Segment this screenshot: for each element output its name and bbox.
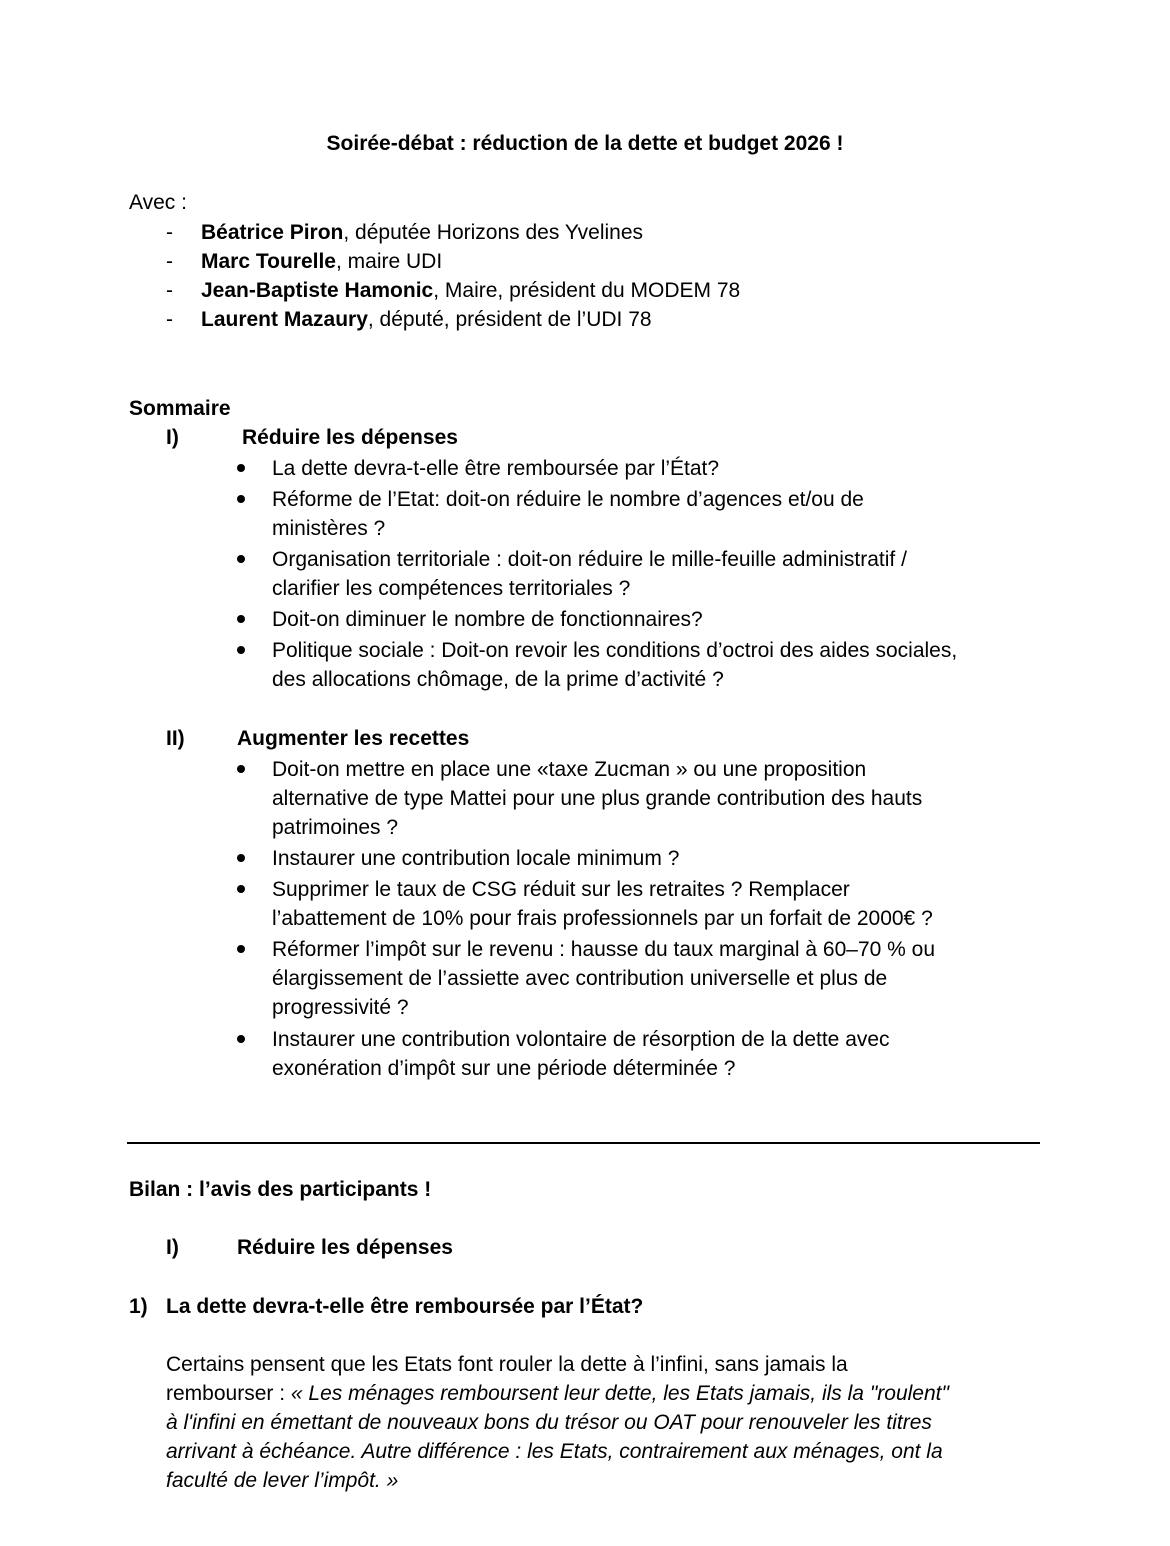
list-dash: - xyxy=(166,279,173,302)
bullet-dot xyxy=(237,765,245,773)
speaker-role: , Maire, président du MODEM 78 xyxy=(433,279,741,302)
quote-text: « Les ménages remboursent leur dette, les Etats jamais, ils la "roulent" xyxy=(290,1382,949,1405)
paragraph-line: Certains pensent que les Etats font rouler la dette à l’infini, sans jamais la xyxy=(166,1353,848,1376)
list-item: Réforme de l’Etat: doit-on réduire le nombre d’agences et/ou de xyxy=(272,488,864,511)
list-item: Instaurer une contribution volontaire de résorption de la dette avec xyxy=(272,1028,890,1051)
bullet-dot xyxy=(237,945,245,953)
bullet-dot xyxy=(237,1035,245,1043)
section-numeral: I) xyxy=(166,426,179,449)
list-dash: - xyxy=(166,308,173,331)
horizontal-divider xyxy=(127,1142,1040,1144)
paragraph-text: rembourser : xyxy=(166,1382,291,1405)
speaker-name: Jean-Baptiste Hamonic xyxy=(201,279,434,302)
speaker-item xyxy=(201,218,643,247)
quote-line: à l'infini en émettant de nouveaux bons du trésor ou OAT pour renouveler les titres xyxy=(166,1411,932,1434)
speaker-role: , maire UDI xyxy=(335,250,443,273)
list-item: Réformer l’impôt sur le revenu : hausse du taux marginal à 60–70 % ou xyxy=(272,938,936,961)
list-item-continued: exonération d’impôt sur une période déterminée ? xyxy=(272,1057,736,1080)
list-item-continued: des allocations chômage, de la prime d’activité ? xyxy=(272,668,724,691)
speaker-name: Béatrice Piron xyxy=(201,221,344,244)
list-item-continued: élargissement de l’assiette avec contribution universelle et plus de xyxy=(272,967,888,990)
list-item: Organisation territoriale : doit-on réduire le mille-feuille administratif / xyxy=(272,548,907,571)
sommaire-heading: Sommaire xyxy=(129,397,231,420)
bullet-dot xyxy=(237,555,245,563)
section-title: Réduire les dépenses xyxy=(237,1236,453,1259)
section-numeral: II) xyxy=(166,727,185,750)
list-item: Supprimer le taux de CSG réduit sur les retraites ? Remplacer xyxy=(272,878,850,901)
list-item-continued: ministères ? xyxy=(272,517,386,540)
question-number: 1) xyxy=(129,1295,148,1318)
bullet-dot xyxy=(237,646,245,654)
list-dash: - xyxy=(166,221,173,244)
speaker-item xyxy=(201,305,652,334)
speaker-role: , députée Horizons des Yvelines xyxy=(343,221,644,244)
speaker-name: Marc Tourelle xyxy=(201,250,336,273)
bullet-dot xyxy=(237,885,245,893)
bullet-dot xyxy=(237,495,245,503)
section-numeral: I) xyxy=(166,1236,179,1259)
quote-line: faculté de lever l’impôt. » xyxy=(166,1469,399,1492)
quote-line: arrivant à échéance. Autre différence : les Etats, contrairement aux ménages, ont la xyxy=(166,1440,943,1463)
speaker-item xyxy=(201,247,442,276)
question-title: La dette devra-t-elle être remboursée par l’État? xyxy=(166,1295,644,1318)
section-title: Augmenter les recettes xyxy=(237,727,470,750)
list-item: Doit-on mettre en place une «taxe Zucman » ou une proposition xyxy=(272,758,867,781)
paragraph-line xyxy=(166,1379,949,1408)
list-item: La dette devra-t-elle être remboursée par l’État? xyxy=(272,457,720,480)
list-item-continued: patrimoines ? xyxy=(272,816,399,839)
section-title: Réduire les dépenses xyxy=(242,426,458,449)
bilan-heading: Bilan : l’avis des participants ! xyxy=(129,1178,432,1201)
list-item-continued: progressivité ? xyxy=(272,996,409,1019)
bullet-dot xyxy=(237,464,245,472)
list-item-continued: alternative de type Mattei pour une plus grande contribution des hauts xyxy=(272,787,923,810)
speaker-item xyxy=(201,276,740,305)
speaker-name: Laurent Mazaury xyxy=(201,308,368,331)
list-item-continued: l’abattement de 10% pour frais professionnels par un forfait de 2000€ ? xyxy=(272,907,933,930)
list-item: Doit-on diminuer le nombre de fonctionnaires? xyxy=(272,608,703,631)
speaker-role: , député, président de l’UDI 78 xyxy=(367,308,652,331)
document-title: Soirée-débat : réduction de la dette et budget 2026 ! xyxy=(326,132,844,155)
avec-label: Avec : xyxy=(129,191,187,214)
list-item: Politique sociale : Doit-on revoir les conditions d’octroi des aides sociales, xyxy=(272,639,958,662)
list-item-continued: clarifier les compétences territoriales ? xyxy=(272,577,631,600)
bullet-dot xyxy=(237,615,245,623)
list-item: Instaurer une contribution locale minimum ? xyxy=(272,847,680,870)
bullet-dot xyxy=(237,854,245,862)
list-dash: - xyxy=(166,250,173,273)
